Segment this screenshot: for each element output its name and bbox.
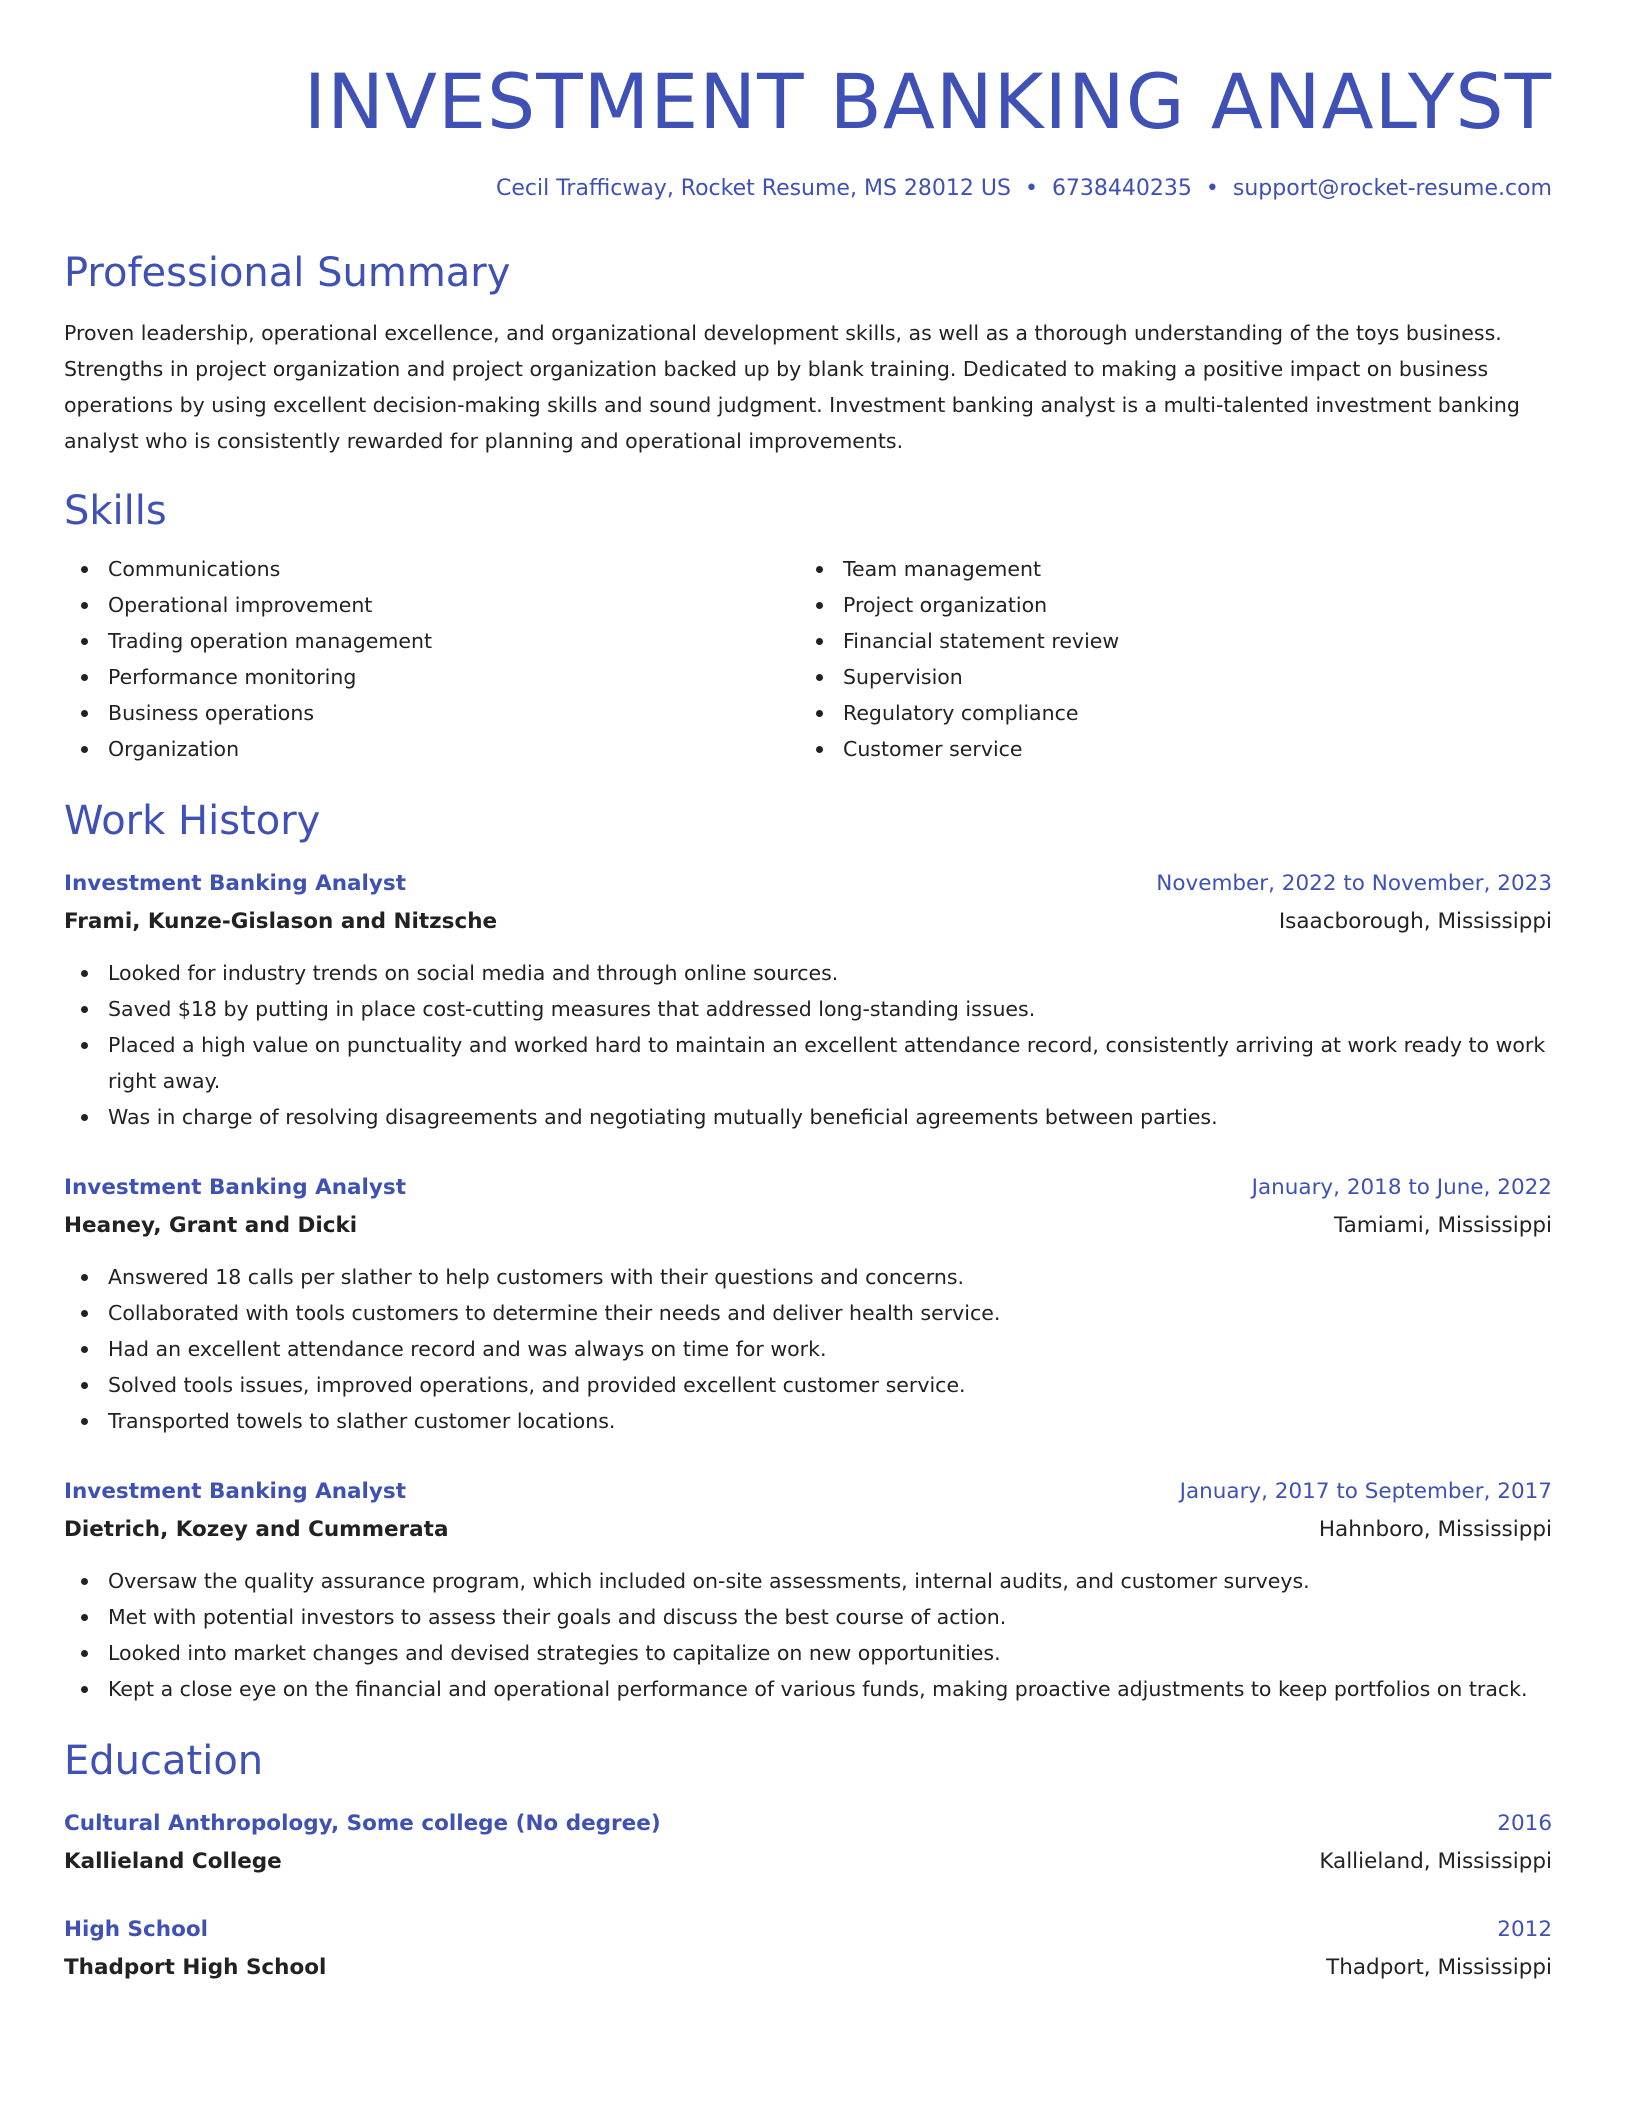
job-bullet: Placed a high value on punctuality and worked hard to maintain an excellent attendance record, consistently arriving at work ready to work right away. xyxy=(64,1027,1552,1099)
job-bullet: Answered 18 calls per slather to help customers with their questions and concerns. xyxy=(64,1259,1552,1295)
skill-item: Team management xyxy=(799,551,1534,587)
education-year: 2016 xyxy=(1497,1811,1552,1836)
contact-separator: • xyxy=(1205,176,1219,201)
skill-item: Trading operation management xyxy=(64,623,799,659)
job-meta-row xyxy=(64,903,1552,941)
job-bullet: Saved $18 by putting in place cost-cutting measures that addressed long-standing issues. xyxy=(64,991,1552,1027)
work-history-heading: Work History xyxy=(64,798,321,844)
skills-section xyxy=(64,487,1552,767)
education-year: 2012 xyxy=(1497,1917,1552,1942)
skill-item: Performance monitoring xyxy=(64,659,799,695)
education-school: Thadport High School xyxy=(64,1955,327,1980)
contact-line xyxy=(64,176,1552,201)
education-header-row xyxy=(64,1911,1552,1949)
skills-list-left xyxy=(64,551,799,767)
skills-list-right xyxy=(799,551,1534,767)
education-degree: Cultural Anthropology, Some college (No degree) xyxy=(64,1811,661,1836)
skill-item: Organization xyxy=(64,731,799,767)
job-bullets xyxy=(64,1259,1552,1439)
education-meta-row xyxy=(64,1949,1552,1987)
education-location: Kallieland, Mississippi xyxy=(1319,1849,1552,1874)
education-degree: High School xyxy=(64,1917,208,1942)
resume-page xyxy=(64,0,1552,1987)
job-entry xyxy=(64,1473,1552,1707)
education-school: Kallieland College xyxy=(64,1849,282,1874)
job-location: Hahnboro, Mississippi xyxy=(1318,1517,1552,1542)
skill-item: Regulatory compliance xyxy=(799,695,1534,731)
job-company: Heaney, Grant and Dicki xyxy=(64,1213,358,1238)
job-bullet: Looked for industry trends on social media and through online sources. xyxy=(64,955,1552,991)
job-dates: January, 2017 to September, 2017 xyxy=(1179,1479,1552,1504)
job-location: Isaacborough, Mississippi xyxy=(1278,909,1552,934)
education-header-row xyxy=(64,1805,1552,1843)
skill-item: Operational improvement xyxy=(64,587,799,623)
job-bullet: Solved tools issues, improved operations, and provided excellent customer service. xyxy=(64,1367,1552,1403)
job-company: Dietrich, Kozey and Cummerata xyxy=(64,1517,449,1542)
skill-item: Business operations xyxy=(64,695,799,731)
job-location: Tamiami, Mississippi xyxy=(1334,1213,1552,1238)
education-entry xyxy=(64,1911,1552,1987)
education-meta-row xyxy=(64,1843,1552,1881)
job-header-row xyxy=(64,1473,1552,1511)
skill-item: Customer service xyxy=(799,731,1534,767)
summary-heading: Professional Summary xyxy=(64,250,511,296)
job-bullet: Collaborated with tools customers to determine their needs and deliver health service. xyxy=(64,1295,1552,1331)
education-section xyxy=(64,1737,1552,1987)
education-location: Thadport, Mississippi xyxy=(1326,1955,1552,1980)
contact-separator: • xyxy=(1024,176,1038,201)
work-history-section xyxy=(64,797,1552,1707)
job-title: Investment Banking Analyst xyxy=(64,1175,406,1200)
contact-phone: 6738440235 xyxy=(1051,176,1192,201)
skill-item: Financial statement review xyxy=(799,623,1534,659)
resume-title: INVESTMENT BANKING ANALYST xyxy=(303,57,1552,146)
contact-address: Cecil Trafficway, Rocket Resume, MS 28012 US xyxy=(496,176,1011,201)
job-entry xyxy=(64,865,1552,1135)
education-entry xyxy=(64,1805,1552,1881)
job-dates: January, 2018 to June, 2022 xyxy=(1251,1175,1552,1200)
job-title: Investment Banking Analyst xyxy=(64,1479,406,1504)
skill-item: Communications xyxy=(64,551,799,587)
education-heading: Education xyxy=(64,1738,264,1784)
skills-heading: Skills xyxy=(64,488,167,534)
skill-item: Project organization xyxy=(799,587,1534,623)
job-bullets xyxy=(64,1563,1552,1707)
summary-text: Proven leadership, operational excellence, and organizational development skills, as well as a thorough understanding of the toys business. Strengths in project organization and project organization backed up by blank training. Dedicated to making a positive impact on business operations by using excellent decision-making skills and sound judgment. Investment banking analyst is a multi-talented investment banking analyst who is consistently rewarded for planning and operational improvements. xyxy=(64,321,1520,453)
summary-section xyxy=(64,249,1552,459)
job-meta-row xyxy=(64,1511,1552,1549)
job-meta-row xyxy=(64,1207,1552,1245)
job-company: Frami, Kunze-Gislason and Nitzsche xyxy=(64,909,498,934)
job-bullet: Oversaw the quality assurance program, which included on-site assessments, internal audits, and customer surveys. xyxy=(64,1563,1552,1599)
job-bullet: Transported towels to slather customer locations. xyxy=(64,1403,1552,1439)
job-bullet: Had an excellent attendance record and was always on time for work. xyxy=(64,1331,1552,1367)
job-bullet: Looked into market changes and devised strategies to capitalize on new opportunities. xyxy=(64,1635,1552,1671)
job-bullet: Was in charge of resolving disagreements and negotiating mutually beneficial agreements between parties. xyxy=(64,1099,1552,1135)
job-bullet: Met with potential investors to assess their goals and discuss the best course of action. xyxy=(64,1599,1552,1635)
job-header-row xyxy=(64,1169,1552,1207)
contact-email[interactable]: support@rocket-resume.com xyxy=(1232,176,1552,201)
job-header-row xyxy=(64,865,1552,903)
job-dates: November, 2022 to November, 2023 xyxy=(1156,871,1552,896)
skill-item: Supervision xyxy=(799,659,1534,695)
job-bullets xyxy=(64,955,1552,1135)
job-entry xyxy=(64,1169,1552,1439)
job-title: Investment Banking Analyst xyxy=(64,871,406,896)
skills-grid xyxy=(64,551,1552,767)
job-bullet: Kept a close eye on the financial and operational performance of various funds, making proactive adjustments to keep portfolios on track. xyxy=(64,1671,1552,1707)
